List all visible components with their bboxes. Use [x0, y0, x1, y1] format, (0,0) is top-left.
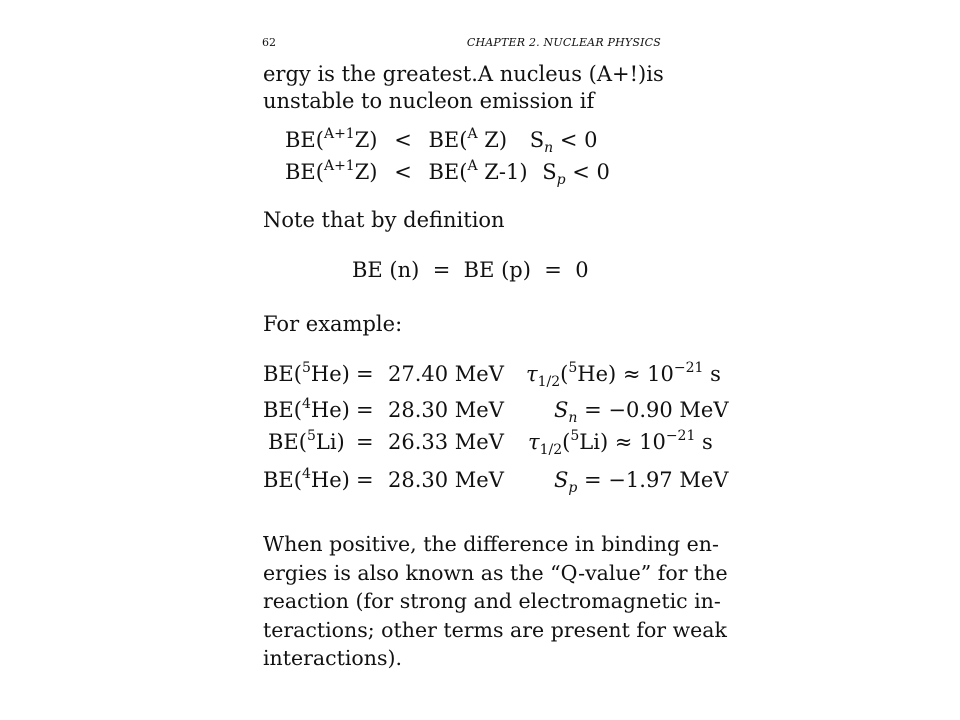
page-number: 62 — [262, 36, 276, 49]
paragraph-line: teractions; other terms are present for weak — [263, 617, 727, 642]
note-text: Note that by definition — [263, 208, 505, 232]
intro-text: A nucleus (A+!) — [477, 62, 647, 86]
intro-text: is — [646, 62, 664, 86]
example-label: For example: — [263, 312, 403, 336]
intro-line-1 — [263, 62, 662, 86]
paragraph-line: ergies is also known as the “Q-value” for the — [263, 560, 728, 585]
paragraph-line: interactions). — [263, 646, 403, 670]
intro-text: ergy is the greatest. — [263, 62, 478, 86]
condition-neutron: BE($^{A+1}$Z) < BE($^A$ Z) $S_n < 0$ — [285, 126, 598, 156]
intro-line-2: unstable to nucleon emission if — [263, 89, 595, 113]
closing-paragraph — [263, 530, 728, 673]
definition-equation: BE (n) = BE (p) = 0 — [352, 258, 589, 282]
paragraph-line: reaction (for strong and electromagnetic in- — [263, 589, 721, 613]
running-head: CHAPTER 2. NUCLEAR PHYSICS — [466, 36, 661, 49]
paragraph-line: When positive, the difference in binding en- — [263, 532, 719, 556]
condition-proton: BE($^{A+1}$Z) < BE($^A$ Z-1) $S_p < 0$ — [285, 158, 610, 188]
